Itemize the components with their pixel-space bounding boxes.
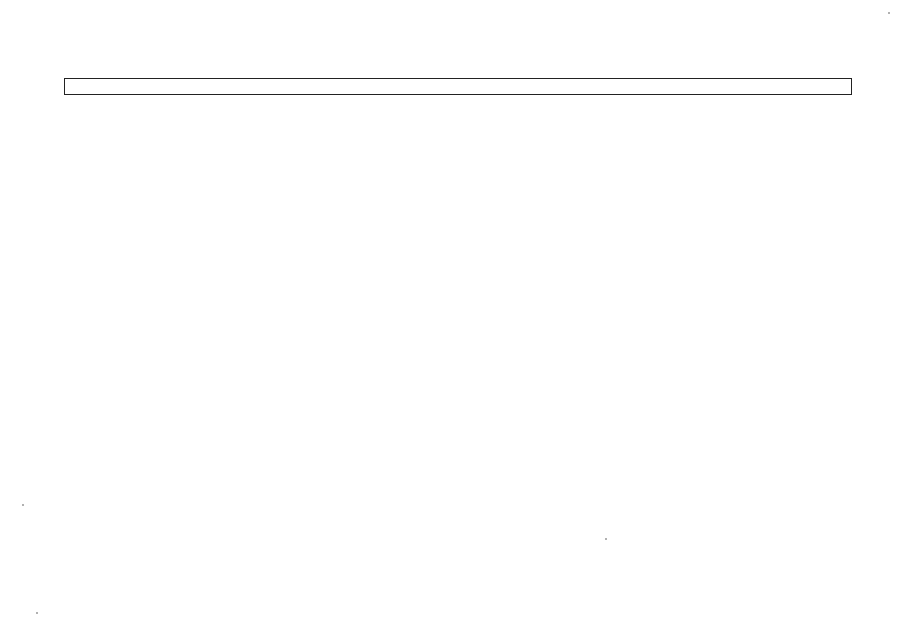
scan-speck bbox=[36, 612, 38, 614]
scan-speck bbox=[22, 504, 24, 506]
table-header-row bbox=[64, 78, 852, 95]
scan-speck bbox=[605, 538, 607, 540]
scan-speck bbox=[888, 12, 890, 14]
